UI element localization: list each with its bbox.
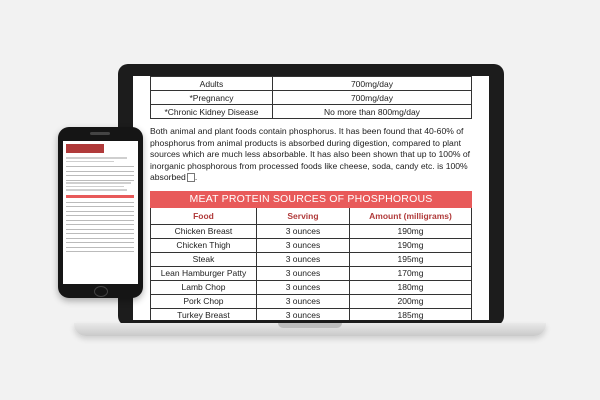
thumbnail-row — [66, 169, 134, 172]
text-cursor-icon — [187, 173, 195, 182]
table-row — [151, 238, 472, 252]
table-row — [151, 224, 472, 238]
amount-cell: No more than 800mg/day — [272, 105, 471, 119]
thumbnail-content — [66, 157, 134, 254]
paragraph-text: Both animal and plant foods contain phosphorus. It has been found that 40-60% of phosphorus from animal products is absorbed during digestion, compared to plant sources which are much less absorbable. It has also been shown that up to 100% of inorganic phosphorous from processed foods like cheese, soda, candy etc. is 100% absorbed — [150, 126, 471, 182]
serving-cell: 3 ounces — [256, 294, 349, 308]
amount-cell: 170mg — [350, 266, 472, 280]
thumbnail-line — [66, 161, 114, 163]
thumbnail-row — [66, 240, 134, 243]
serving-cell: 3 ounces — [256, 308, 349, 320]
amount-cell: 700mg/day — [272, 91, 471, 105]
thumbnail-row — [66, 222, 134, 225]
table-row — [151, 252, 472, 266]
thumbnail-row — [66, 218, 134, 221]
thumbnail-line — [66, 182, 131, 184]
food-cell: Turkey Breast — [151, 308, 257, 320]
requirements-table — [150, 76, 472, 119]
thumbnail-row — [66, 245, 134, 248]
food-cell: Lamb Chop — [151, 280, 257, 294]
thumbnail-row — [66, 173, 134, 176]
column-header-amount: Amount (milligrams) — [350, 208, 472, 225]
amount-cell: 195mg — [350, 252, 472, 266]
laptop-notch — [278, 323, 342, 328]
phone-home-button — [94, 286, 108, 297]
thumbnail-row — [66, 236, 134, 239]
thumbnail-row — [66, 178, 134, 181]
amount-cell: 700mg/day — [272, 77, 471, 91]
table-row — [151, 77, 472, 91]
amount-cell: 200mg — [350, 294, 472, 308]
thumbnail-row — [66, 164, 134, 167]
serving-cell: 3 ounces — [256, 252, 349, 266]
table-row — [151, 294, 472, 308]
serving-cell: 3 ounces — [256, 238, 349, 252]
phone-speaker — [90, 132, 110, 135]
group-cell: *Pregnancy — [151, 91, 273, 105]
thumbnail-line — [66, 186, 124, 188]
table-row — [151, 91, 472, 105]
food-cell: Steak — [151, 252, 257, 266]
meat-table-title: MEAT PROTEIN SOURCES OF PHOSPHOROUS — [150, 191, 472, 208]
thumbnail-row — [66, 209, 134, 212]
serving-cell: 3 ounces — [256, 266, 349, 280]
serving-cell: 3 ounces — [256, 224, 349, 238]
table-row — [151, 266, 472, 280]
table-header-row — [151, 208, 472, 225]
phosphorus-paragraph: Both animal and plant foods contain phosphorus. It has been found that 40-60% of phosphorus from animal products is absorbed during digestion, compared to plant sources which are much less absorbable. It has also been shown that up to 100% of inorganic phosphorous from processed foods like cheese, soda, candy etc. is 100% absorbed . — [150, 126, 471, 182]
thumbnail-row — [66, 213, 134, 216]
phone-screen-thumbnail — [63, 141, 138, 284]
serving-cell: 3 ounces — [256, 280, 349, 294]
column-header-serving: Serving — [256, 208, 349, 225]
food-cell: Chicken Breast — [151, 224, 257, 238]
food-cell: Chicken Thigh — [151, 238, 257, 252]
thumbnail-row — [66, 249, 134, 252]
food-cell: Pork Chop — [151, 294, 257, 308]
group-cell: *Chronic Kidney Disease — [151, 105, 273, 119]
amount-cell: 185mg — [350, 308, 472, 320]
document-page — [150, 76, 472, 320]
thumbnail-row — [66, 231, 134, 234]
thumbnail-line — [66, 189, 127, 191]
food-cell: Lean Hamburger Patty — [151, 266, 257, 280]
table-row — [151, 105, 472, 119]
thumbnail-row — [66, 227, 134, 230]
meat-protein-table — [150, 208, 472, 321]
table-row — [151, 280, 472, 294]
phone-mockup — [58, 127, 143, 298]
thumbnail-red-bar — [66, 195, 134, 198]
table-row — [151, 308, 472, 320]
column-header-food: Food — [151, 208, 257, 225]
group-cell: Adults — [151, 77, 273, 91]
thumbnail-row — [66, 204, 134, 207]
laptop-screen — [133, 76, 489, 320]
amount-cell: 190mg — [350, 224, 472, 238]
amount-cell: 190mg — [350, 238, 472, 252]
thumbnail-row — [66, 200, 134, 203]
thumbnail-line — [66, 157, 127, 159]
amount-cell: 180mg — [350, 280, 472, 294]
thumbnail-header — [66, 144, 104, 153]
